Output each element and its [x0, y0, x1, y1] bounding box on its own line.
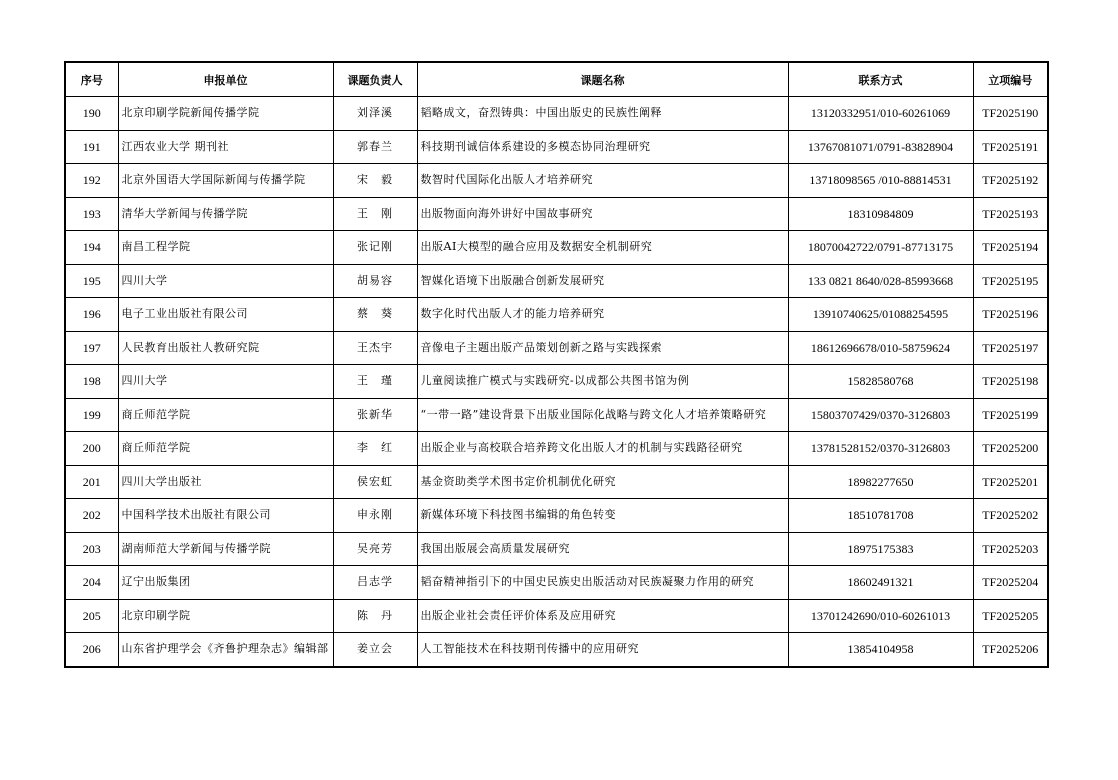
row-project-leader: 王 刚 — [333, 197, 417, 231]
row-applicant-unit: 湖南师范大学新闻与传播学院 — [118, 532, 333, 566]
row-project-title: 科技期刊诚信体系建设的多模态协同治理研究 — [417, 130, 788, 164]
project-list-sheet — [64, 61, 1047, 668]
header-row — [65, 62, 1048, 97]
row-serial-number: 204 — [65, 566, 118, 600]
header-project-leader: 课题负责人 — [333, 62, 417, 97]
row-contact: 18070042722/0791-87713175 — [788, 231, 973, 265]
row-project-code: TF2025192 — [973, 164, 1048, 198]
row-serial-number: 190 — [65, 97, 118, 131]
row-applicant-unit: 四川大学 — [118, 264, 333, 298]
row-serial-number: 194 — [65, 231, 118, 265]
row-project-leader: 蔡 葵 — [333, 298, 417, 332]
row-project-code: TF2025206 — [973, 633, 1048, 667]
row-project-leader: 张新华 — [333, 398, 417, 432]
row-serial-number: 192 — [65, 164, 118, 198]
header-contact: 联系方式 — [788, 62, 973, 97]
row-project-leader: 申永刚 — [333, 499, 417, 533]
row-project-title: 数字化时代出版人才的能力培养研究 — [417, 298, 788, 332]
table-row — [65, 298, 1048, 332]
row-project-code: TF2025204 — [973, 566, 1048, 600]
row-applicant-unit: 北京印刷学院新闻传播学院 — [118, 97, 333, 131]
row-contact: 18975175383 — [788, 532, 973, 566]
row-contact: 18310984809 — [788, 197, 973, 231]
row-applicant-unit: 山东省护理学会《齐鲁护理杂志》编辑部 — [118, 633, 333, 667]
table-row — [65, 599, 1048, 633]
table-row — [65, 633, 1048, 667]
row-project-title: 出版企业与高校联合培养跨文化出版人才的机制与实践路径研究 — [417, 432, 788, 466]
table-row — [65, 331, 1048, 365]
row-serial-number: 196 — [65, 298, 118, 332]
row-project-code: TF2025190 — [973, 97, 1048, 131]
row-project-leader: 侯宏虹 — [333, 465, 417, 499]
table-row — [65, 432, 1048, 466]
row-serial-number: 206 — [65, 633, 118, 667]
row-project-code: TF2025191 — [973, 130, 1048, 164]
row-project-title: 出版AI大模型的融合应用及数据安全机制研究 — [417, 231, 788, 265]
row-project-title: 智媒化语境下出版融合创新发展研究 — [417, 264, 788, 298]
table-row — [65, 566, 1048, 600]
row-serial-number: 195 — [65, 264, 118, 298]
row-serial-number: 191 — [65, 130, 118, 164]
table-row — [65, 264, 1048, 298]
row-contact: 15828580768 — [788, 365, 973, 399]
row-applicant-unit: 四川大学出版社 — [118, 465, 333, 499]
row-project-title: 音像电子主题出版产品策划创新之路与实践探索 — [417, 331, 788, 365]
table-row — [65, 465, 1048, 499]
table-row — [65, 97, 1048, 131]
row-serial-number: 193 — [65, 197, 118, 231]
header-project-title: 课题名称 — [417, 62, 788, 97]
row-contact: 18982277650 — [788, 465, 973, 499]
row-project-title: “一带一路”建设背景下出版业国际化战略与跨文化人才培养策略研究 — [417, 398, 788, 432]
table-row — [65, 164, 1048, 198]
row-project-title: 韬略成文，奋烈铸典：中国出版史的民族性阐释 — [417, 97, 788, 131]
row-contact: 18612696678/010-58759624 — [788, 331, 973, 365]
row-project-code: TF2025197 — [973, 331, 1048, 365]
row-contact: 18510781708 — [788, 499, 973, 533]
row-serial-number: 202 — [65, 499, 118, 533]
row-project-code: TF2025198 — [973, 365, 1048, 399]
row-applicant-unit: 商丘师范学院 — [118, 398, 333, 432]
row-project-code: TF2025195 — [973, 264, 1048, 298]
table-row — [65, 398, 1048, 432]
row-project-title: 数智时代国际化出版人才培养研究 — [417, 164, 788, 198]
row-serial-number: 200 — [65, 432, 118, 466]
table-row — [65, 197, 1048, 231]
row-contact: 13910740625/01088254595 — [788, 298, 973, 332]
row-applicant-unit: 四川大学 — [118, 365, 333, 399]
row-project-leader: 王杰宇 — [333, 331, 417, 365]
table-header — [65, 62, 1048, 97]
header-applicant-unit: 申报单位 — [118, 62, 333, 97]
row-project-code: TF2025200 — [973, 432, 1048, 466]
row-project-leader: 王 瑾 — [333, 365, 417, 399]
row-project-leader: 吴亮芳 — [333, 532, 417, 566]
row-project-leader: 李 红 — [333, 432, 417, 466]
row-serial-number: 203 — [65, 532, 118, 566]
table-row — [65, 499, 1048, 533]
row-contact: 13767081071/0791-83828904 — [788, 130, 973, 164]
table-row — [65, 365, 1048, 399]
row-project-leader: 张记刚 — [333, 231, 417, 265]
row-applicant-unit: 北京外国语大学国际新闻与传播学院 — [118, 164, 333, 198]
table-row — [65, 532, 1048, 566]
row-project-code: TF2025202 — [973, 499, 1048, 533]
row-contact: 133 0821 8640/028-85993668 — [788, 264, 973, 298]
row-project-title: 人工智能技术在科技期刊传播中的应用研究 — [417, 633, 788, 667]
row-project-leader: 陈 丹 — [333, 599, 417, 633]
row-project-code: TF2025193 — [973, 197, 1048, 231]
row-project-code: TF2025194 — [973, 231, 1048, 265]
row-applicant-unit: 商丘师范学院 — [118, 432, 333, 466]
row-contact: 13701242690/010-60261013 — [788, 599, 973, 633]
row-applicant-unit: 电子工业出版社有限公司 — [118, 298, 333, 332]
row-project-title: 出版企业社会责任评价体系及应用研究 — [417, 599, 788, 633]
row-project-code: TF2025196 — [973, 298, 1048, 332]
row-serial-number: 198 — [65, 365, 118, 399]
row-project-leader: 郭春兰 — [333, 130, 417, 164]
row-contact: 13718098565 /010-88814531 — [788, 164, 973, 198]
row-project-leader: 胡易容 — [333, 264, 417, 298]
row-project-code: TF2025201 — [973, 465, 1048, 499]
table-row — [65, 231, 1048, 265]
row-project-code: TF2025199 — [973, 398, 1048, 432]
row-serial-number: 197 — [65, 331, 118, 365]
row-applicant-unit: 中国科学技术出版社有限公司 — [118, 499, 333, 533]
header-project-code: 立项编号 — [973, 62, 1048, 97]
row-project-leader: 宋 毅 — [333, 164, 417, 198]
row-project-title: 基金资助类学术图书定价机制优化研究 — [417, 465, 788, 499]
row-contact: 15803707429/0370-3126803 — [788, 398, 973, 432]
row-contact: 13781528152/0370-3126803 — [788, 432, 973, 466]
row-project-title: 新媒体环境下科技图书编辑的角色转变 — [417, 499, 788, 533]
row-applicant-unit: 辽宁出版集团 — [118, 566, 333, 600]
table-row — [65, 130, 1048, 164]
row-project-title: 韬奋精神指引下的中国史民族史出版活动对民族凝聚力作用的研究 — [417, 566, 788, 600]
row-serial-number: 199 — [65, 398, 118, 432]
row-project-title: 儿童阅读推广模式与实践研究-以成都公共图书馆为例 — [417, 365, 788, 399]
row-project-title: 我国出版展会高质量发展研究 — [417, 532, 788, 566]
row-project-code: TF2025203 — [973, 532, 1048, 566]
row-applicant-unit: 南昌工程学院 — [118, 231, 333, 265]
row-project-title: 出版物面向海外讲好中国故事研究 — [417, 197, 788, 231]
row-project-code: TF2025205 — [973, 599, 1048, 633]
project-table — [64, 61, 1049, 668]
row-contact: 13854104958 — [788, 633, 973, 667]
row-serial-number: 201 — [65, 465, 118, 499]
header-serial-number: 序号 — [65, 62, 118, 97]
row-applicant-unit: 北京印刷学院 — [118, 599, 333, 633]
row-project-leader: 吕志学 — [333, 566, 417, 600]
row-project-leader: 刘泽溪 — [333, 97, 417, 131]
row-serial-number: 205 — [65, 599, 118, 633]
row-contact: 13120332951/010-60261069 — [788, 97, 973, 131]
row-project-leader: 姜立会 — [333, 633, 417, 667]
row-applicant-unit: 清华大学新闻与传播学院 — [118, 197, 333, 231]
row-applicant-unit: 江西农业大学 期刊社 — [118, 130, 333, 164]
row-contact: 18602491321 — [788, 566, 973, 600]
row-applicant-unit: 人民教育出版社人教研究院 — [118, 331, 333, 365]
table-body — [65, 97, 1048, 667]
